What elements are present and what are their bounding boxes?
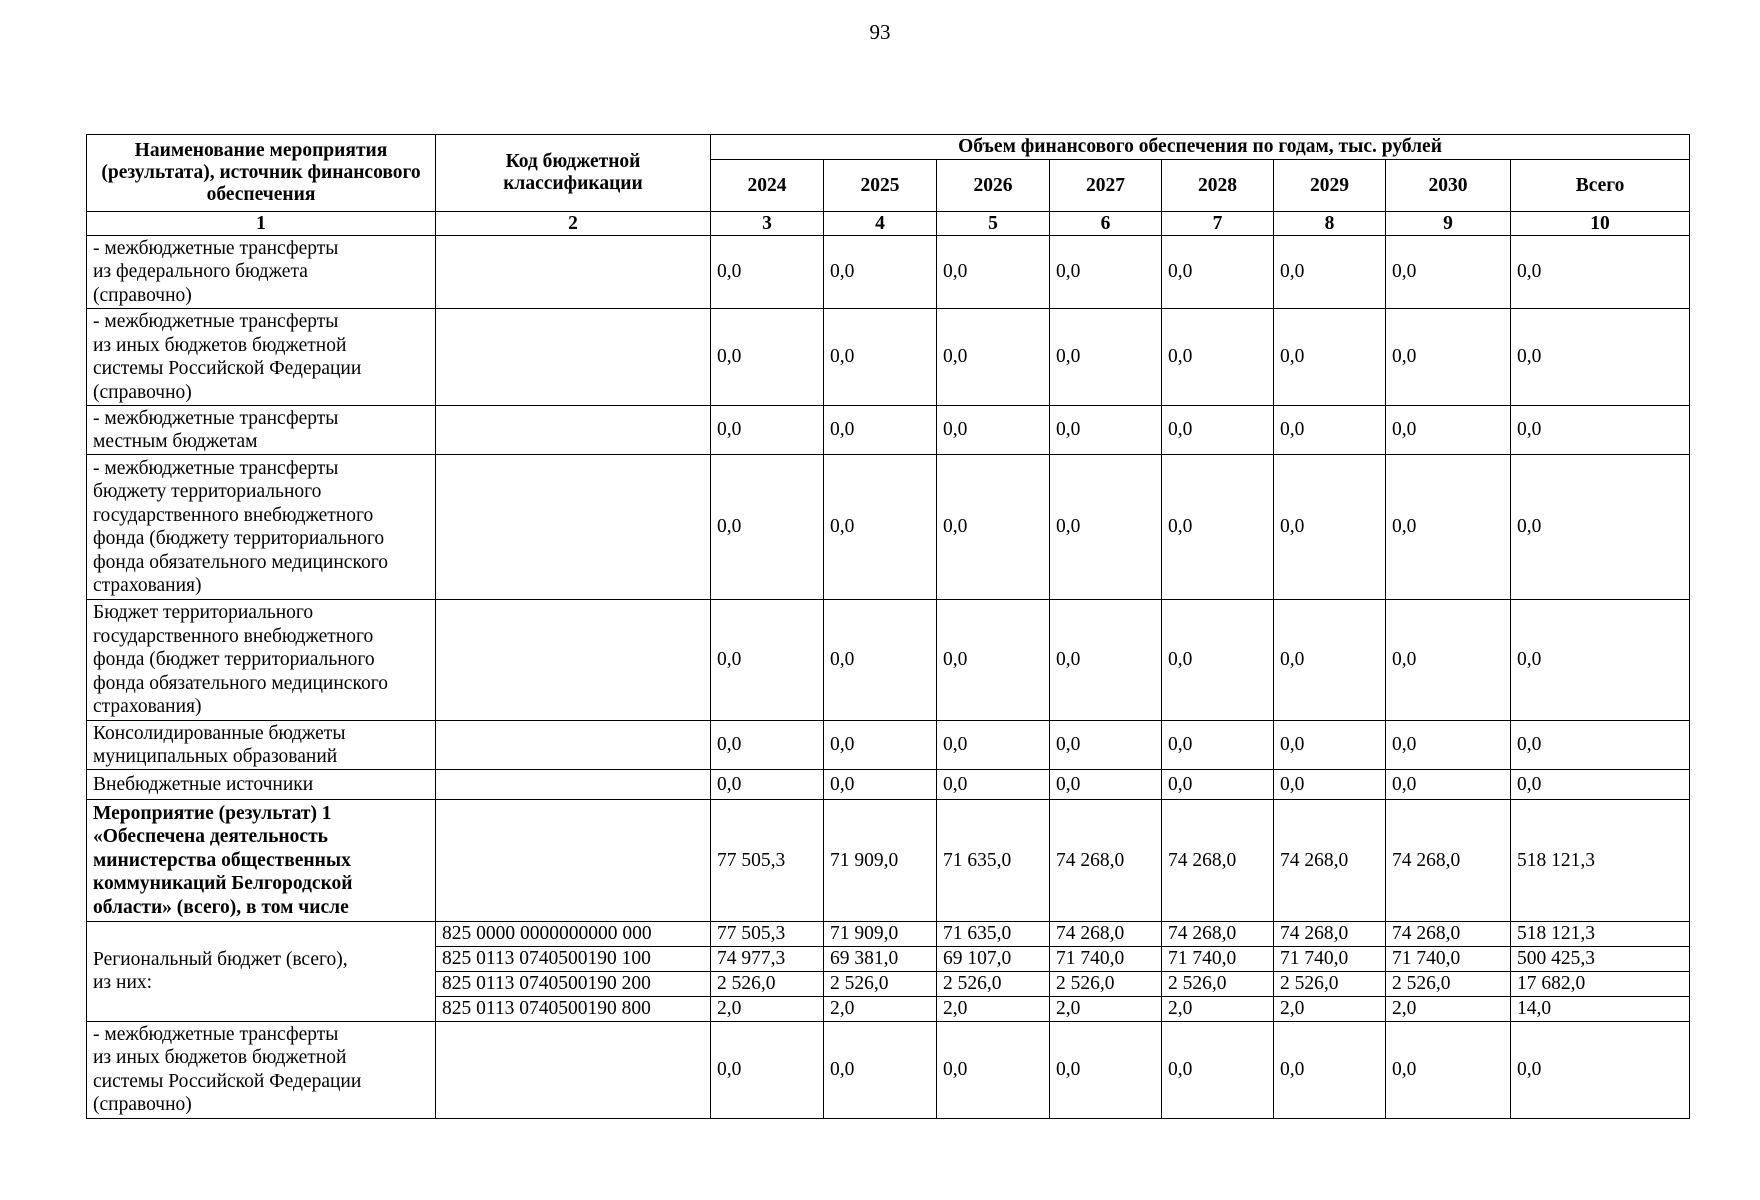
table-row [87,800,1690,922]
amount-cell: 0,0 [1274,721,1386,770]
header-code: Код бюджетной классификации [436,135,711,212]
amount-cell: 0,0 [824,406,937,455]
amount-cell: 0,0 [1511,1021,1690,1118]
table-row [87,455,1690,600]
page-number: 93 [869,20,891,44]
row-name-text: - межбюджетные трансферты бюджету территориального государственного внебюджетного фонда (бюджету территориального фонда обязательного медицинского страхования) [93,457,388,596]
amount-cell: 518 121,3 [1511,922,1690,947]
budget-table [86,134,1690,1119]
header-name: Наименование мероприятия (результата), источник финансового обеспечения [87,135,436,212]
amount-cell: 0,0 [1050,309,1162,406]
budget-code [436,800,711,922]
amount-cell: 0,0 [937,309,1050,406]
amount-cell: 0,0 [937,721,1050,770]
budget-code [436,770,711,800]
amount-cell: 71 909,0 [824,922,937,947]
row-name-text: Бюджет территориального государственного внебюджетного фонда (бюджет территориального фонда обязательного медицинского страхования) [93,602,388,718]
amount-cell: 0,0 [1274,1021,1386,1118]
amount-cell: 0,0 [824,236,937,309]
amount-cell: 74 268,0 [1386,800,1511,922]
amount-cell: 518 121,3 [1511,800,1690,922]
amount-cell: 0,0 [711,1021,824,1118]
amount-cell: 0,0 [937,406,1050,455]
column-number: 2 [436,212,711,236]
header-year: 2028 [1162,160,1274,212]
row-name-text: Мероприятие (результат) 1 «Обеспечена деятельность министерства общественных коммуникаций Белгородской области» (всего), в том числе [93,802,353,918]
amount-cell: 0,0 [1050,1021,1162,1118]
row-name-text: - межбюджетные трансферты местным бюджетам [93,407,339,452]
amount-cell: 2,0 [711,996,824,1021]
row-name [87,922,436,1022]
column-number: 10 [1511,212,1690,236]
header-year: 2024 [711,160,824,212]
amount-cell: 14,0 [1511,996,1690,1021]
row-name [87,721,436,770]
amount-cell: 0,0 [1511,455,1690,600]
amount-cell: 74 268,0 [1274,800,1386,922]
amount-cell: 0,0 [1162,1021,1274,1118]
amount-cell: 0,0 [711,721,824,770]
column-number: 4 [824,212,937,236]
amount-cell: 0,0 [1162,406,1274,455]
amount-cell: 0,0 [1386,455,1511,600]
amount-cell: 2 526,0 [937,971,1050,996]
row-name-text: - межбюджетные трансферты из федерального бюджета (справочно) [93,237,339,306]
amount-cell: 0,0 [711,236,824,309]
regional-row [87,922,1690,947]
amount-cell: 0,0 [1162,309,1274,406]
amount-cell: 74 268,0 [1162,922,1274,947]
amount-cell: 0,0 [1386,721,1511,770]
amount-cell: 0,0 [711,455,824,600]
amount-cell: 2,0 [824,996,937,1021]
amount-cell: 2 526,0 [1274,971,1386,996]
amount-cell: 0,0 [711,600,824,721]
amount-cell: 0,0 [1050,406,1162,455]
amount-cell: 2,0 [1162,996,1274,1021]
amount-cell: 0,0 [1050,770,1162,800]
amount-cell: 0,0 [824,770,937,800]
amount-cell: 0,0 [1511,600,1690,721]
row-name [87,800,436,922]
amount-cell: 74 268,0 [1386,922,1511,947]
row-name-text: - межбюджетные трансферты из иных бюджетов бюджетной системы Российской Федерации (справочно) [93,1023,362,1115]
table-row [87,600,1690,721]
amount-cell: 0,0 [1050,600,1162,721]
row-name-text: Внебюджетные источники [93,773,314,795]
amount-cell: 0,0 [1050,236,1162,309]
column-number: 5 [937,212,1050,236]
budget-code: 825 0000 0000000000 000 [436,922,711,947]
amount-cell: 0,0 [1386,406,1511,455]
column-number: 6 [1050,212,1162,236]
amount-cell: 71 740,0 [1050,946,1162,971]
header-year: 2030 [1386,160,1511,212]
amount-cell: 0,0 [1511,236,1690,309]
table-row [87,236,1690,309]
row-name [87,600,436,721]
amount-cell: 71 740,0 [1386,946,1511,971]
header-total: Всего [1511,160,1690,212]
amount-cell: 2 526,0 [1050,971,1162,996]
table-row [87,1021,1690,1118]
row-name [87,1021,436,1118]
amount-cell: 2,0 [1050,996,1162,1021]
column-number: 7 [1162,212,1274,236]
amount-cell: 71 909,0 [824,800,937,922]
amount-cell: 0,0 [1162,770,1274,800]
amount-cell: 0,0 [1386,600,1511,721]
amount-cell: 0,0 [1386,770,1511,800]
amount-cell: 500 425,3 [1511,946,1690,971]
amount-cell: 71 635,0 [937,922,1050,947]
budget-code [436,406,711,455]
column-number: 1 [87,212,436,236]
table-row [87,309,1690,406]
budget-code [436,1021,711,1118]
table-row [87,721,1690,770]
amount-cell: 0,0 [824,1021,937,1118]
row-name-text: Региональный бюджет (всего), из них: [93,948,348,994]
amount-cell: 74 268,0 [1274,922,1386,947]
row-name [87,236,436,309]
budget-code: 825 0113 0740500190 800 [436,996,711,1021]
amount-cell: 0,0 [824,721,937,770]
amount-cell: 2 526,0 [1386,971,1511,996]
amount-cell: 71 635,0 [937,800,1050,922]
row-name [87,406,436,455]
amount-cell: 71 740,0 [1274,946,1386,971]
header-year: 2029 [1274,160,1386,212]
header-year: 2026 [937,160,1050,212]
amount-cell: 0,0 [1050,455,1162,600]
amount-cell: 0,0 [1511,770,1690,800]
amount-cell: 74 977,3 [711,946,824,971]
amount-cell: 69 107,0 [937,946,1050,971]
amount-cell: 0,0 [824,309,937,406]
header-year: 2027 [1050,160,1162,212]
amount-cell: 0,0 [1274,770,1386,800]
amount-cell: 2 526,0 [1162,971,1274,996]
amount-cell: 74 268,0 [1162,800,1274,922]
amount-cell: 0,0 [1274,455,1386,600]
column-numbers-row [87,212,1690,236]
budget-code [436,721,711,770]
amount-cell: 0,0 [1511,309,1690,406]
budget-code [436,600,711,721]
amount-cell: 69 381,0 [824,946,937,971]
row-name [87,770,436,800]
amount-cell: 0,0 [1386,236,1511,309]
amount-cell: 0,0 [824,455,937,600]
amount-cell: 74 268,0 [1050,800,1162,922]
amount-cell: 0,0 [1274,309,1386,406]
header-volume: Объем финансового обеспечения по годам, тыс. рублей [711,135,1690,160]
amount-cell: 2 526,0 [711,971,824,996]
amount-cell: 0,0 [1050,721,1162,770]
amount-cell: 74 268,0 [1050,922,1162,947]
amount-cell: 71 740,0 [1162,946,1274,971]
budget-code [436,236,711,309]
column-number: 3 [711,212,824,236]
amount-cell: 0,0 [1162,455,1274,600]
amount-cell: 0,0 [1511,721,1690,770]
amount-cell: 0,0 [711,406,824,455]
amount-cell: 2,0 [1274,996,1386,1021]
amount-cell: 0,0 [1162,721,1274,770]
budget-code [436,455,711,600]
header-year: 2025 [824,160,937,212]
amount-cell: 0,0 [937,455,1050,600]
amount-cell: 77 505,3 [711,800,824,922]
amount-cell: 0,0 [937,236,1050,309]
amount-cell: 2 526,0 [824,971,937,996]
row-name-text: Консолидированные бюджеты муниципальных образований [93,722,346,767]
amount-cell: 17 682,0 [1511,971,1690,996]
amount-cell: 0,0 [1386,309,1511,406]
amount-cell: 0,0 [937,770,1050,800]
amount-cell: 2,0 [1386,996,1511,1021]
amount-cell: 0,0 [937,600,1050,721]
amount-cell: 0,0 [1274,406,1386,455]
column-number: 9 [1386,212,1511,236]
header-row-1 [87,135,1690,160]
row-name [87,309,436,406]
table-row [87,406,1690,455]
row-name-text: - межбюджетные трансферты из иных бюджетов бюджетной системы Российской Федерации (справочно) [93,311,362,403]
amount-cell: 0,0 [1162,236,1274,309]
budget-code [436,309,711,406]
amount-cell: 0,0 [711,309,824,406]
column-number: 8 [1274,212,1386,236]
budget-code: 825 0113 0740500190 100 [436,946,711,971]
amount-cell: 0,0 [1162,600,1274,721]
amount-cell: 2,0 [937,996,1050,1021]
amount-cell: 0,0 [1274,600,1386,721]
row-name [87,455,436,600]
amount-cell: 0,0 [711,770,824,800]
amount-cell: 0,0 [1274,236,1386,309]
table-row [87,770,1690,800]
amount-cell: 0,0 [937,1021,1050,1118]
amount-cell: 77 505,3 [711,922,824,947]
amount-cell: 0,0 [1511,406,1690,455]
amount-cell: 0,0 [824,600,937,721]
budget-code: 825 0113 0740500190 200 [436,971,711,996]
amount-cell: 0,0 [1386,1021,1511,1118]
